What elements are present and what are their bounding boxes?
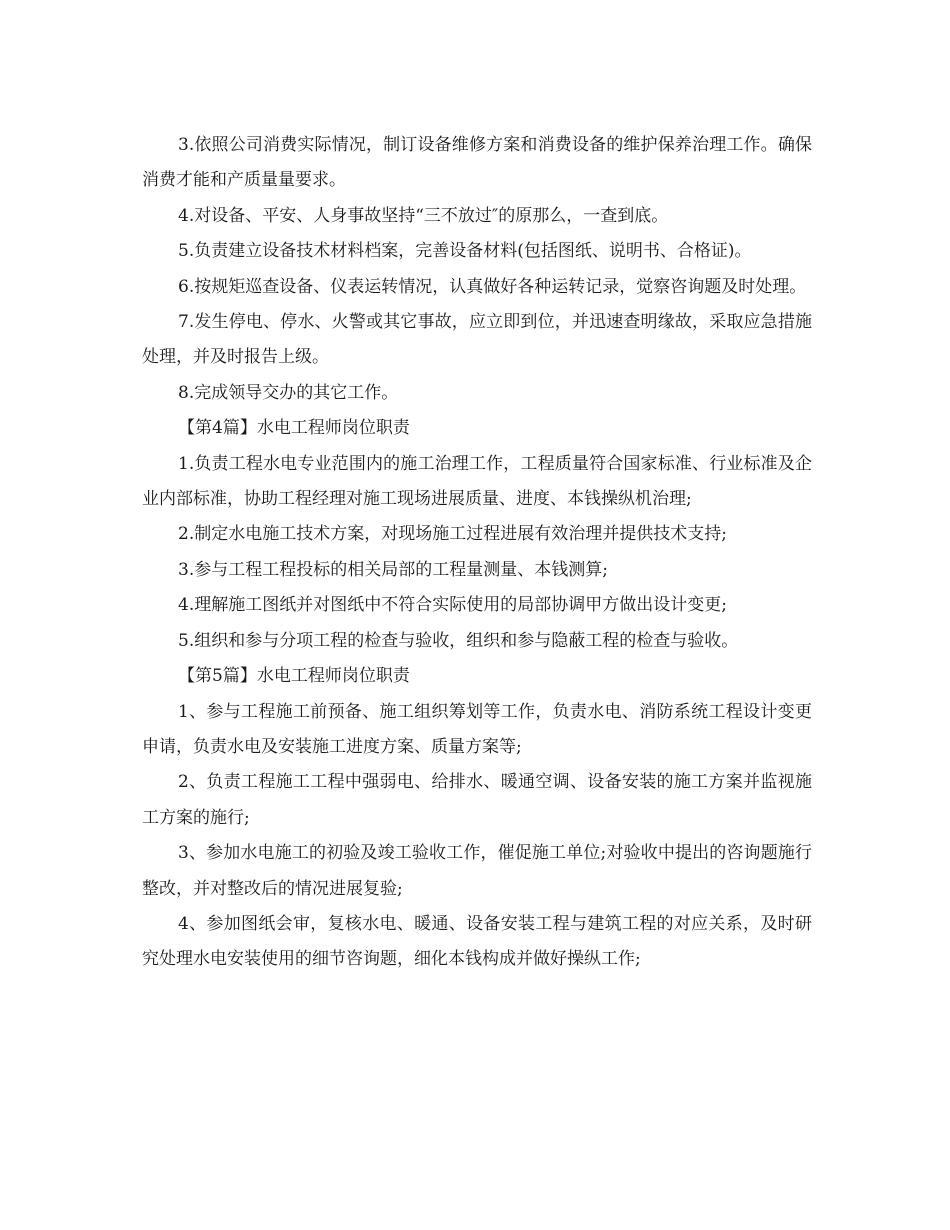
paragraph-duty-6: 6.按规矩巡查设备、仪表运转情况，认真做好各种运转记录，觉察咨询题及时处理。 xyxy=(178,276,807,297)
document-body xyxy=(142,128,812,978)
paragraph-duty-4: 4.对设备、平安、人身事故坚持“三不放过″的原那么，一查到底。 xyxy=(178,205,669,226)
section4-item-3: 3.参与工程工程投标的相关局部的工程量测量、本钱测算; xyxy=(178,559,608,580)
paragraph-duty-7: 7.发生停电、停水、火警或其它事故，应立即到位，并迅速查明缘故，采取应急措施处理，并及时报告上级。 xyxy=(142,312,812,368)
section5-item-3: 3、参加水电施工的初验及竣工验收工作，催促施工单位;对验收中提出的咨询题施行整改，并对整改后的情况进展复验; xyxy=(142,843,812,899)
section5-item-4: 4、参加图纸会审，复核水电、暖通、设备安装工程与建筑工程的对应关系，及时研究处理水电安装使用的细节咨询题，细化本钱构成并做好操纵工作; xyxy=(142,913,812,970)
paragraph-duty-3: 3.依照公司消费实际情况，制订设备维修方案和消费设备的维护保养治理工作。确保消费才能和产质量量要求。 xyxy=(142,135,812,191)
paragraph-duty-8: 8.完成领导交办的其它工作。 xyxy=(178,382,399,403)
section4-item-4: 4.理解施工图纸并对图纸中不符合实际使用的局部协调甲方做出设计变更; xyxy=(178,595,727,616)
section4-item-1: 1.负责工程水电专业范围内的施工治理工作，工程质量符合国家标准、行业标准及企业内部标准，协助工程经理对施工现场进展质量、进度、本钱操纵机治理; xyxy=(142,453,812,510)
section-heading-4: 【第4篇】水电工程师岗位职责 xyxy=(178,418,410,439)
section5-item-1: 1、参与工程施工前预备、施工组织筹划等工作，负责水电、消防系统工程设计变更申请，负责水电及安装施工进度方案、质量方案等; xyxy=(142,701,812,757)
section-heading-5: 【第5篇】水电工程师岗位职责 xyxy=(178,666,410,687)
paragraph-duty-5: 5.负责建立设备技术材料档案，完善设备材料(包括图纸、说明书、合格证)。 xyxy=(178,241,752,262)
section5-item-2: 2、负责工程施工工程中强弱电、给排水、暖通空调、设备安装的施工方案并监视施工方案的施行; xyxy=(142,772,812,828)
section4-item-2: 2.制定水电施工技术方案，对现场施工过程进展有效治理并提供技术支持; xyxy=(178,524,727,545)
section4-item-5: 5.组织和参与分项工程的检查与验收，组织和参与隐蔽工程的检查与验收。 xyxy=(178,630,739,651)
